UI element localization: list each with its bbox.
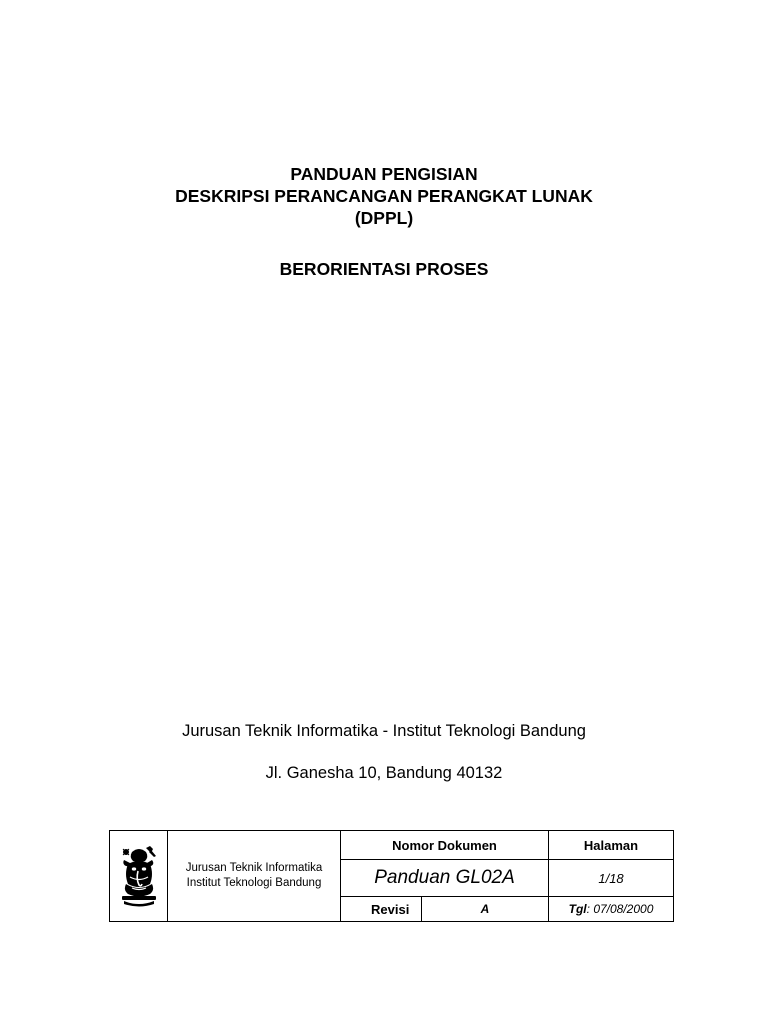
date-label: Tgl [568, 902, 587, 916]
doc-number-label: Nomor Dokumen [341, 831, 549, 860]
institution-name: Jurusan Teknik Informatika - Institut Teknologi Bandung [182, 722, 586, 740]
organization-cell [168, 831, 341, 922]
institution-address: Jl. Ganesha 10, Bandung 40132 [265, 764, 503, 782]
revision-value: A [422, 897, 549, 922]
org-line-1: Jurusan Teknik Informatika [185, 862, 323, 874]
date-separator: : [586, 902, 594, 916]
title-line-3: (DPPL) [354, 208, 414, 228]
page-label: Halaman [549, 831, 674, 860]
document-subtitle: BERORIENTASI PROSES [279, 259, 489, 279]
doc-number-value: Panduan GL02A [341, 860, 549, 897]
date-value: 07/08/2000 [593, 902, 654, 916]
date-cell [549, 897, 674, 922]
title-line-1: PANDUAN PENGISIAN [290, 164, 478, 184]
document-title [0, 163, 768, 229]
page-value: 1/18 [549, 860, 674, 897]
title-line-2: DESKRIPSI PERANCANGAN PERANGKAT LUNAK [175, 186, 593, 206]
logo-cell [110, 831, 168, 922]
revision-label: Revisi [341, 897, 422, 922]
itb-ganesha-logo-icon [118, 844, 160, 908]
document-info-table [109, 830, 674, 922]
org-line-2: Institut Teknologi Bandung [186, 877, 322, 889]
